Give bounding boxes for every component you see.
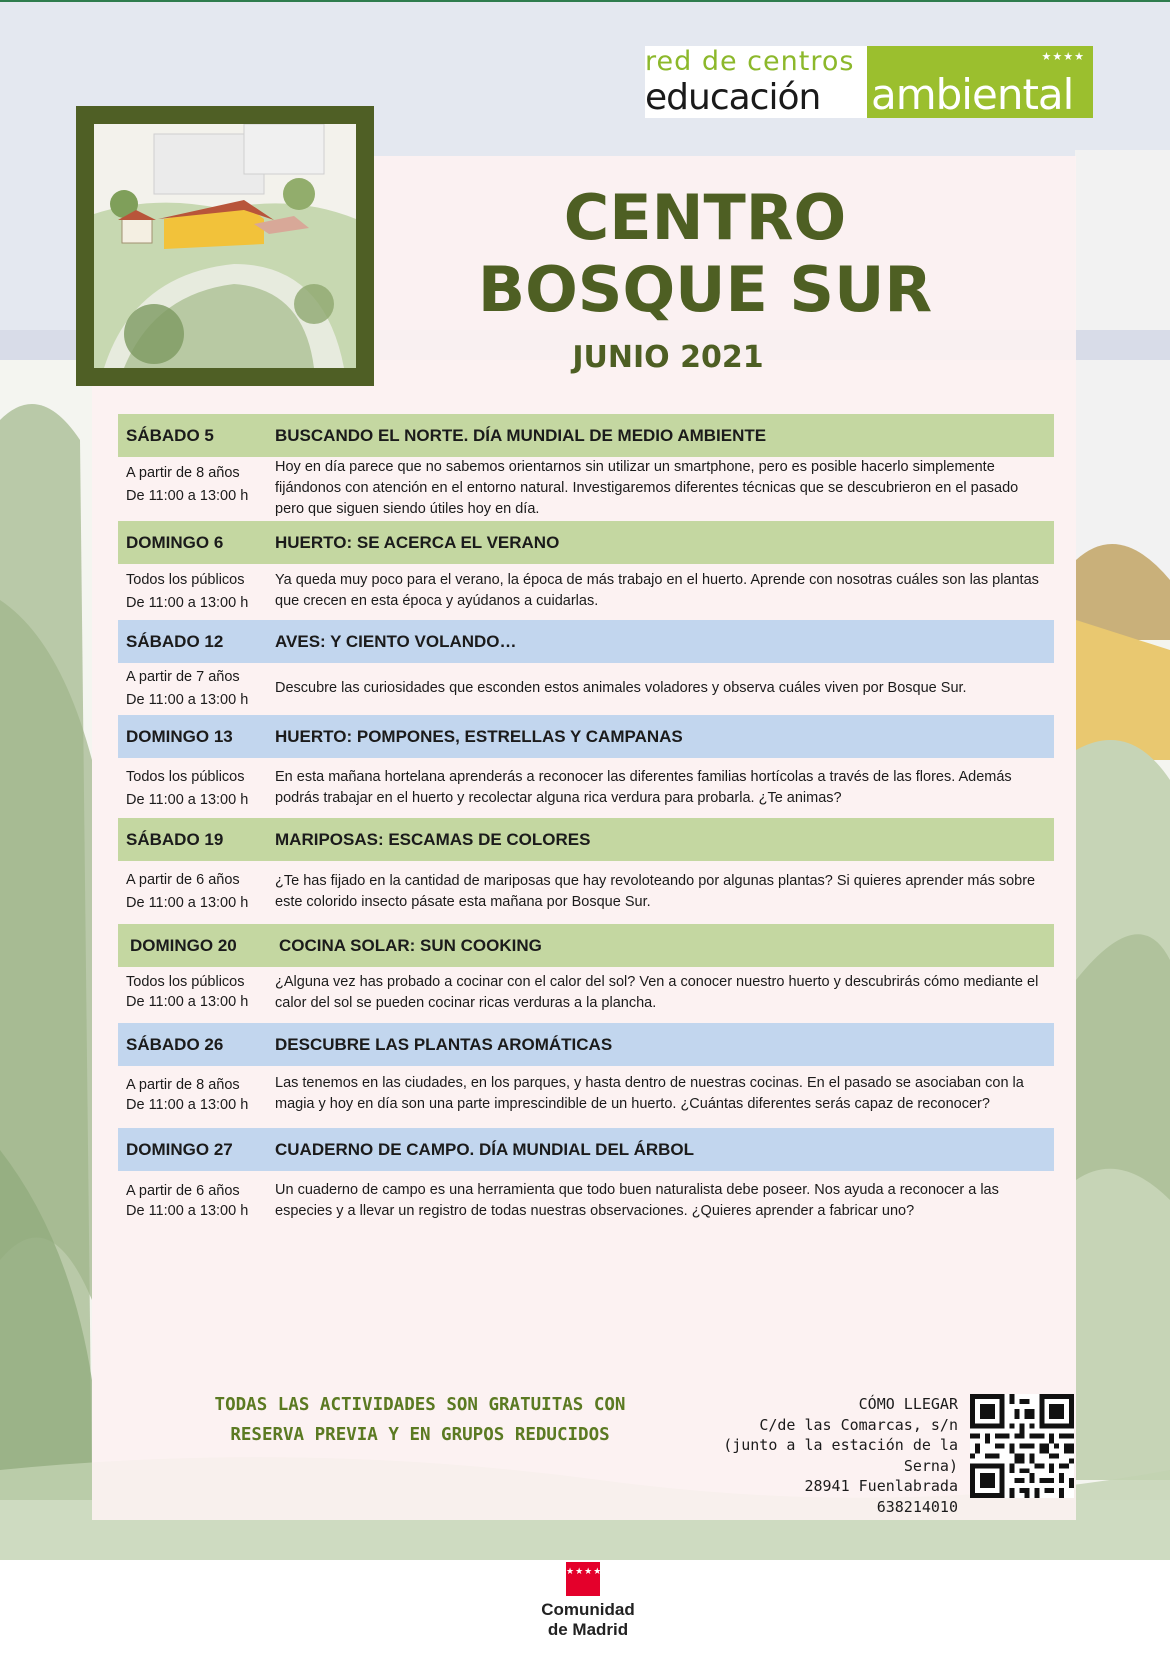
event-header [118,521,1054,564]
event-title: DESCUBRE LAS PLANTAS AROMÁTICAS [275,1035,613,1054]
event-header [118,818,1054,861]
qr-code-icon[interactable] [970,1394,1074,1498]
comunidad-madrid-logo [520,1562,660,1642]
event-title: CUADERNO DE CAMPO. DÍA MUNDIAL DEL ÁRBOL [275,1140,695,1159]
event-body [118,967,1054,1023]
logo-stars: ★★★★ [1041,51,1085,63]
event-description: Las tenemos en las ciudades, en los parques, y hasta dentro de nuestras cocinas. En el pasado se asociaban con la magia y hoy en día son una parte imprescindible de un huerto. ¿Cuántas diferentes serás capaz de reconocer? [275,1075,1024,1112]
title-line1: CENTRO [563,181,847,254]
note-line2: RESERVA PREVIA Y EN GRUPOS REDUCIDOS [230,1425,610,1445]
directions-address [690,1394,958,1517]
house-illustration [94,124,356,368]
event-audience: Todos los públicos [126,572,245,588]
address-note: (junto a la estación de la Serna) [723,1436,958,1475]
event-meta [126,766,271,812]
event-day: DOMINGO 13 [126,727,233,746]
event-audience: Todos los públicos [126,974,245,990]
event-header [118,1128,1054,1171]
note-line1: TODAS LAS ACTIVIDADES SON GRATUITAS CON [214,1395,626,1415]
event-time: De 11:00 a 13:00 h [126,792,249,808]
address-city: 28941 Fuenlabrada [804,1477,958,1495]
event-audience: A partir de 6 años [126,1183,240,1199]
event-meta [126,1075,271,1115]
sponsor-line1: Comunidad [541,1600,635,1619]
event-description: Hoy en día parece que no sabemos orientarnos sin utilizar un smartphone, pero es posible hacerlo simplemente fijándonos con atención en el entorno natural. Investigaremos diferentes técnicas que se descubrieron en el pasado pero que siguen siendo útiles hoy en día. [275,459,1019,517]
event-body [118,758,1054,818]
event-body [118,457,1054,521]
event-time: De 11:00 a 13:00 h [126,488,249,504]
address-street: C/de las Comarcas, s/n [759,1415,958,1434]
event-time: De 11:00 a 13:00 h [126,994,249,1010]
event-body [118,564,1054,620]
event-description: Un cuaderno de campo es una herramienta que todo buen naturalista debe poseer. Nos ayuda a reconocer a las especies y a llevar un registro de todas nuestras observaciones. ¿Quieres aprender a fabricar uno? [275,1182,999,1219]
event-time: De 11:00 a 13:00 h [126,692,249,708]
event-title: BUSCANDO EL NORTE. DÍA MUNDIAL DE MEDIO AMBIENTE [275,426,767,445]
madrid-flag-icon: ★★★★★★★ [566,1562,600,1596]
page-subtitle: JUNIO 2021 [572,340,764,375]
event-body [118,1171,1054,1231]
event-day: DOMINGO 27 [126,1140,233,1159]
free-activities-note [172,1390,668,1450]
event-title: HUERTO: SE ACERCA EL VERANO [275,533,560,552]
event-description: Descubre las curiosidades que esconden estos animales voladores y observa cuáles viven por Bosque Sur. [275,680,967,696]
event-title: COCINA SOLAR: SUN COOKING [279,936,542,955]
event-meta [126,462,271,508]
event-meta [126,972,271,1012]
event-description: En esta mañana hortelana aprenderás a reconocer las diferentes familias hortícolas a través de las flores. Además podrás trabajar en el huerto y recolectar alguna rica verdura para probarla. ¿Te animas? [275,769,1012,806]
event-day: DOMINGO 6 [126,533,224,552]
logo-line1: red de centros [645,46,875,78]
event-header [118,414,1054,457]
event-time: De 11:00 a 13:00 h [126,1203,249,1219]
event-description: ¿Te has fijado en la cantidad de mariposas que hay revoloteando por algunas plantas? Si quieres aprender más sobre este colorido insecto pásate esta mañana por Bosque Sur. [275,873,1036,910]
event-day: SÁBADO 5 [126,426,214,445]
logo-line2-left: educación [645,78,867,118]
event-day: DOMINGO 20 [130,936,237,955]
event-audience: Todos los públicos [126,769,245,785]
center-illustration-frame [76,106,374,386]
event-meta [126,869,271,915]
sponsor-line2: de Madrid [547,1620,629,1639]
event-audience: A partir de 7 años [126,669,240,685]
event-header [118,924,1054,967]
event-description: Ya queda muy poco para el verano, la época de más trabajo en el huerto. Aprende con nosotras cuáles son las plantas que crecen en esta época y ayúdanos a cuidarlas. [275,572,1039,609]
event-meta [126,666,271,712]
event-title: AVES: Y CIENTO VOLANDO… [275,632,517,651]
event-header [118,1023,1054,1066]
event-body [118,861,1054,924]
event-meta [126,569,271,615]
event-header [118,715,1054,758]
event-meta [126,1181,271,1221]
event-description: ¿Alguna vez has probado a cocinar con el calor del sol? Ven a conocer nuestro huerto y descubrirás cómo mediante el calor del sol se pueden cocinar ricas verduras a la plancha. [275,974,1039,1011]
title-line2: BOSQUE SUR [477,253,933,326]
activity-schedule [118,414,1054,1231]
directions-heading: CÓMO LLEGAR [858,1395,958,1413]
page-title [440,182,970,326]
event-day: SÁBADO 19 [126,830,224,849]
event-body [118,663,1054,715]
event-time: De 11:00 a 13:00 h [126,895,249,911]
address-phone: 638214010 [876,1497,958,1516]
red-centros-logo [645,46,1093,118]
sponsor-name [520,1600,656,1640]
event-day: SÁBADO 12 [126,632,224,651]
event-audience: A partir de 6 años [126,872,240,888]
event-title: HUERTO: POMPONES, ESTRELLAS Y CAMPANAS [275,727,683,746]
event-title: MARIPOSAS: ESCAMAS DE COLORES [275,830,591,849]
event-audience: A partir de 8 años [126,465,240,481]
top-border-line [0,0,1170,2]
logo-line2-right: ambiental [867,46,1093,118]
event-header [118,620,1054,663]
event-body [118,1066,1054,1128]
event-audience: A partir de 8 años [126,1077,240,1093]
event-time: De 11:00 a 13:00 h [126,595,249,611]
event-time: De 11:00 a 13:00 h [126,1097,249,1113]
event-day: SÁBADO 26 [126,1035,224,1054]
